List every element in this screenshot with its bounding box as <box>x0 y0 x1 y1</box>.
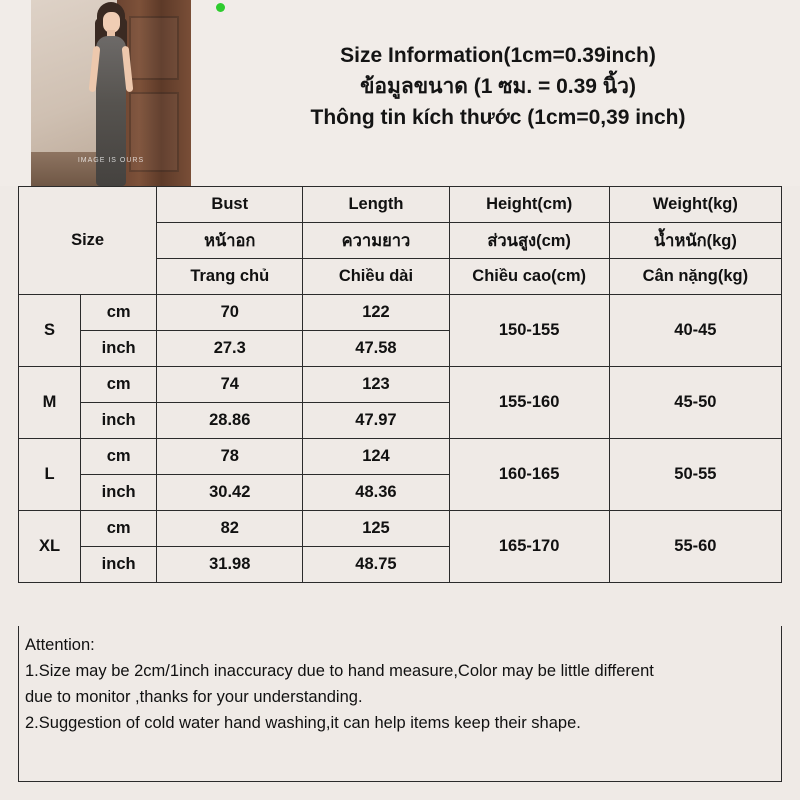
row-m-length-cm: 123 <box>303 367 449 403</box>
header-length-vi: Chiều dài <box>303 259 449 295</box>
row-l-bust-cm: 78 <box>157 439 303 475</box>
row-m-unit-inch: inch <box>81 403 157 439</box>
header-length-en: Length <box>303 187 449 223</box>
table-row <box>19 439 782 475</box>
header-height-en: Height(cm) <box>449 187 609 223</box>
header-height-vi: Chiều cao(cm) <box>449 259 609 295</box>
row-m-weight: 45-50 <box>609 367 781 439</box>
status-dot-icon <box>216 3 225 12</box>
header-size-label: Size <box>19 187 157 295</box>
title-block <box>200 40 796 133</box>
table-row <box>19 295 782 331</box>
header-length-th: ความยาว <box>303 223 449 259</box>
row-s-height: 150-155 <box>449 295 609 367</box>
title-line-en: Size Information(1cm=0.39inch) <box>340 44 656 67</box>
header-bust-th: หน้าอก <box>157 223 303 259</box>
row-xl-bust-cm: 82 <box>157 511 303 547</box>
product-photo <box>31 0 191 186</box>
row-l-height: 160-165 <box>449 439 609 511</box>
header-bust-vi: Trang chủ <box>157 259 303 295</box>
row-l-length-cm: 124 <box>303 439 449 475</box>
row-s-bust-cm: 70 <box>157 295 303 331</box>
row-l-unit-cm: cm <box>81 439 157 475</box>
row-xl-bust-inch: 31.98 <box>157 547 303 583</box>
row-l-length-inch: 48.36 <box>303 475 449 511</box>
header-height-th: ส่วนสูง(cm) <box>449 223 609 259</box>
bottom-margin <box>0 782 800 800</box>
row-xl-height: 165-170 <box>449 511 609 583</box>
row-size-s: S <box>19 295 81 367</box>
row-s-length-cm: 122 <box>303 295 449 331</box>
header-weight-vi: Cân nặng(kg) <box>609 259 781 295</box>
row-size-xl: XL <box>19 511 81 583</box>
table-header-row-en <box>19 187 782 223</box>
attention-line-2: due to monitor ,thanks for your understanding. <box>25 688 363 706</box>
title-line-th: ข้อมูลขนาด (1 ซม. = 0.39 นิ้ว) <box>360 75 636 98</box>
row-xl-length-inch: 48.75 <box>303 547 449 583</box>
row-l-unit-inch: inch <box>81 475 157 511</box>
row-xl-weight: 55-60 <box>609 511 781 583</box>
row-xl-length-cm: 125 <box>303 511 449 547</box>
photo-watermark: IMAGE IS OURS <box>77 157 145 164</box>
row-s-unit-cm: cm <box>81 295 157 331</box>
size-table <box>18 186 782 583</box>
header-bust-en: Bust <box>157 187 303 223</box>
row-s-length-inch: 47.58 <box>303 331 449 367</box>
row-m-bust-cm: 74 <box>157 367 303 403</box>
attention-line-3: 2.Suggestion of cold water hand washing,it can help items keep their shape. <box>25 714 581 732</box>
table-row <box>19 511 782 547</box>
row-m-bust-inch: 28.86 <box>157 403 303 439</box>
row-m-length-inch: 47.97 <box>303 403 449 439</box>
title-line-vi: Thông tin kích thước (1cm=0,39 inch) <box>310 106 686 129</box>
row-l-bust-inch: 30.42 <box>157 475 303 511</box>
row-xl-unit-inch: inch <box>81 547 157 583</box>
attention-line-1: 1.Size may be 2cm/1inch inaccuracy due to hand measure,Color may be little different <box>25 662 654 680</box>
header-area <box>0 0 800 186</box>
header-weight-th: น้ำหนัก(kg) <box>609 223 781 259</box>
header-weight-en: Weight(kg) <box>609 187 781 223</box>
row-s-bust-inch: 27.3 <box>157 331 303 367</box>
row-xl-unit-cm: cm <box>81 511 157 547</box>
attention-heading: Attention: <box>25 636 95 654</box>
row-m-height: 155-160 <box>449 367 609 439</box>
attention-note <box>18 626 782 782</box>
row-m-unit-cm: cm <box>81 367 157 403</box>
row-s-unit-inch: inch <box>81 331 157 367</box>
table-row <box>19 367 782 403</box>
row-l-weight: 50-55 <box>609 439 781 511</box>
row-size-l: L <box>19 439 81 511</box>
row-s-weight: 40-45 <box>609 295 781 367</box>
row-size-m: M <box>19 367 81 439</box>
